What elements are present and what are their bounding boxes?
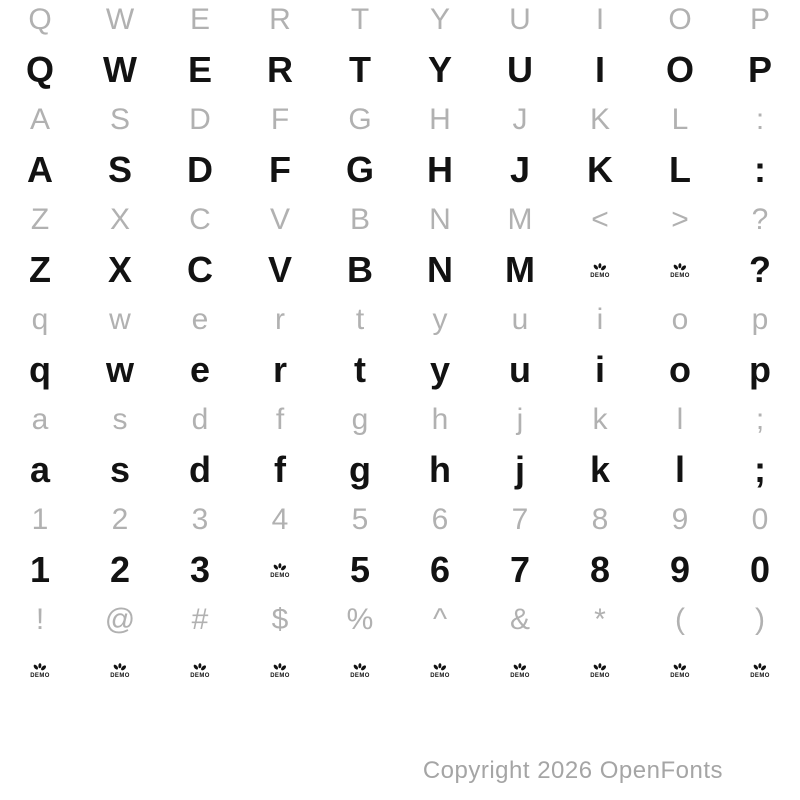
glyph-cell: p — [751, 303, 769, 336]
glyph-cell: k — [592, 403, 608, 436]
glyph-row-gray — [0, 95, 800, 145]
demo-droplets-icon — [271, 562, 288, 573]
glyph-cell: o — [671, 303, 689, 336]
glyph-cell: G — [345, 149, 374, 190]
glyph-cell: : — [755, 103, 765, 136]
demo-droplets-icon — [671, 262, 688, 273]
glyph-cell: l — [676, 403, 684, 436]
glyph-cell: y — [429, 349, 451, 390]
glyph-cell: q — [29, 349, 51, 390]
glyph-cell: V — [269, 203, 290, 236]
demo-glyph-label: DEMO — [670, 672, 690, 679]
glyph-cell: U — [507, 49, 533, 90]
glyph-cell: Y — [427, 49, 452, 90]
glyph-cell: f — [275, 403, 285, 436]
glyph-cell: 5 — [351, 503, 369, 536]
glyph-cell: : — [754, 149, 766, 190]
glyph-row-black — [0, 645, 800, 695]
glyph-cell: a — [31, 403, 49, 436]
demo-droplets-icon — [31, 662, 48, 673]
demo-glyph-cell — [110, 662, 130, 679]
glyph-cell: g — [349, 449, 371, 490]
glyph-cell: U — [509, 3, 531, 36]
glyph-cell: ? — [749, 249, 771, 290]
glyph-cell: ) — [755, 603, 765, 636]
glyph-cell: w — [105, 349, 134, 390]
demo-glyph-cell — [350, 662, 370, 679]
glyph-cell: e — [191, 303, 209, 336]
demo-droplets-icon — [271, 662, 288, 673]
glyph-cell: 0 — [751, 503, 769, 536]
glyph-row-black — [0, 145, 800, 195]
glyph-cell: M — [507, 203, 533, 236]
glyph-row-gray — [0, 595, 800, 645]
demo-glyph-cell — [750, 662, 770, 679]
glyph-cell: r — [272, 349, 287, 390]
glyph-cell: L — [669, 149, 691, 190]
glyph-cell: s — [109, 449, 131, 490]
glyph-row-black — [0, 545, 800, 595]
glyph-cell: 3 — [189, 549, 211, 590]
glyph-cell: H — [429, 103, 451, 136]
glyph-cell: g — [351, 403, 369, 436]
glyph-cell: I — [595, 3, 605, 36]
glyph-cell: & — [509, 603, 530, 636]
glyph-cell: 6 — [431, 503, 449, 536]
glyph-cell: ? — [751, 203, 769, 236]
glyph-cell: 2 — [111, 503, 129, 536]
glyph-cell: t — [355, 303, 365, 336]
glyph-cell: i — [596, 303, 604, 336]
glyph-cell: P — [749, 3, 770, 36]
glyph-cell: K — [587, 149, 613, 190]
glyph-cell: V — [267, 249, 292, 290]
glyph-cell: Z — [29, 249, 51, 290]
glyph-cell: B — [349, 203, 370, 236]
glyph-row-gray — [0, 195, 800, 245]
glyph-cell: 1 — [29, 549, 51, 590]
demo-glyph-label: DEMO — [350, 672, 370, 679]
glyph-cell: j — [514, 449, 525, 490]
glyph-cell: D — [189, 103, 211, 136]
glyph-cell: Z — [30, 203, 50, 236]
demo-droplets-icon — [351, 662, 368, 673]
glyph-cell: 0 — [749, 549, 771, 590]
glyph-cell: i — [594, 349, 605, 390]
demo-glyph-cell — [30, 662, 50, 679]
glyph-cell: M — [505, 249, 535, 290]
glyph-row-gray — [0, 295, 800, 345]
glyph-cell: 7 — [511, 503, 529, 536]
glyph-cell: J — [509, 149, 531, 190]
glyph-cell: F — [270, 103, 290, 136]
demo-glyph-label: DEMO — [270, 572, 290, 579]
glyph-cell: C — [187, 249, 213, 290]
demo-glyph-cell — [670, 662, 690, 679]
copyright-text: Copyright 2026 OpenFonts — [422, 757, 723, 784]
glyph-cell: C — [189, 203, 211, 236]
demo-droplets-icon — [191, 662, 208, 673]
glyph-cell: P — [747, 49, 772, 90]
glyph-cell: $ — [271, 603, 289, 636]
demo-droplets-icon — [591, 662, 608, 673]
demo-glyph-cell — [510, 662, 530, 679]
glyph-cell: w — [109, 303, 131, 336]
glyph-cell: 8 — [591, 503, 609, 536]
demo-droplets-icon — [111, 662, 128, 673]
glyph-cell: 8 — [589, 549, 611, 590]
demo-glyph-label: DEMO — [510, 672, 530, 679]
glyph-cell: 9 — [671, 503, 689, 536]
glyph-cell: Y — [429, 3, 450, 36]
glyph-cell: ; — [754, 449, 766, 490]
glyph-cell: @ — [104, 603, 136, 636]
glyph-cell: ( — [675, 603, 685, 636]
glyph-cell: p — [749, 349, 771, 390]
demo-glyph-label: DEMO — [670, 272, 690, 279]
demo-droplets-icon — [591, 262, 608, 273]
glyph-cell: O — [668, 3, 692, 36]
glyph-cell: L — [671, 103, 689, 136]
glyph-cell: d — [189, 449, 211, 490]
glyph-cell: r — [275, 303, 285, 336]
glyph-cell: I — [594, 49, 605, 90]
demo-glyph-label: DEMO — [430, 672, 450, 679]
glyph-cell: u — [511, 303, 529, 336]
demo-glyph-cell — [670, 262, 690, 279]
glyph-cell: * — [594, 603, 606, 636]
glyph-cell: 5 — [349, 549, 371, 590]
glyph-cell: B — [347, 249, 373, 290]
glyph-cell: S — [109, 103, 130, 136]
glyph-cell: Q — [25, 49, 54, 90]
demo-glyph-cell — [270, 562, 290, 579]
demo-glyph-cell — [590, 662, 610, 679]
glyph-cell: E — [187, 49, 212, 90]
glyph-cell: k — [589, 449, 611, 490]
glyph-cell: ^ — [432, 603, 448, 636]
glyph-row-black — [0, 445, 800, 495]
demo-droplets-icon — [431, 662, 448, 673]
glyph-cell: T — [349, 49, 371, 90]
demo-glyph-cell — [430, 662, 450, 679]
glyph-cell: T — [350, 3, 370, 36]
glyph-cell: a — [29, 449, 51, 490]
demo-droplets-icon — [751, 662, 768, 673]
glyph-cell: R — [267, 49, 293, 90]
glyph-cell: E — [189, 3, 210, 36]
glyph-cell: H — [427, 149, 453, 190]
glyph-cell: % — [346, 603, 374, 636]
glyph-cell: O — [665, 49, 694, 90]
demo-glyph-label: DEMO — [110, 672, 130, 679]
glyph-row-gray — [0, 0, 800, 45]
glyph-cell: j — [516, 403, 524, 436]
glyph-cell: ! — [35, 603, 45, 636]
demo-glyph-label: DEMO — [270, 672, 290, 679]
glyph-cell: y — [432, 303, 448, 336]
glyph-cell: ; — [755, 403, 765, 436]
glyph-cell: X — [109, 203, 130, 236]
glyph-cell: 3 — [191, 503, 209, 536]
glyph-cell: 6 — [429, 549, 451, 590]
glyph-cell: A — [27, 149, 53, 190]
glyph-cell: R — [269, 3, 291, 36]
glyph-cell: J — [512, 103, 528, 136]
glyph-row-black — [0, 245, 800, 295]
glyph-cell: f — [274, 449, 286, 490]
glyph-cell: # — [191, 603, 209, 636]
glyph-cell: D — [187, 149, 213, 190]
demo-glyph-cell — [590, 262, 610, 279]
glyph-cell: h — [431, 403, 449, 436]
glyph-row-black — [0, 345, 800, 395]
glyph-cell: W — [103, 49, 137, 90]
glyph-cell: G — [348, 103, 372, 136]
demo-glyph-label: DEMO — [750, 672, 770, 679]
glyph-cell: Q — [28, 3, 52, 36]
glyph-cell: N — [427, 249, 453, 290]
glyph-cell: o — [669, 349, 691, 390]
glyph-cell: s — [112, 403, 128, 436]
glyph-cell: W — [105, 3, 135, 36]
glyph-cell: < — [591, 203, 609, 236]
glyph-cell: S — [107, 149, 132, 190]
demo-glyph-label: DEMO — [190, 672, 210, 679]
glyph-cell: d — [191, 403, 209, 436]
glyph-cell: K — [589, 103, 610, 136]
glyph-cell: 7 — [509, 549, 531, 590]
glyph-cell: q — [31, 303, 49, 336]
demo-glyph-label: DEMO — [590, 272, 610, 279]
glyph-cell: X — [107, 249, 132, 290]
glyph-cell: t — [354, 349, 366, 390]
demo-glyph-label: DEMO — [30, 672, 50, 679]
glyph-cell: 4 — [271, 503, 289, 536]
glyph-cell: l — [674, 449, 685, 490]
glyph-cell: 1 — [31, 503, 49, 536]
demo-droplets-icon — [671, 662, 688, 673]
demo-droplets-icon — [511, 662, 528, 673]
glyph-row-gray — [0, 495, 800, 545]
glyph-row-black — [0, 45, 800, 95]
glyph-cell: A — [29, 103, 50, 136]
glyph-cell: e — [189, 349, 211, 390]
demo-glyph-label: DEMO — [590, 672, 610, 679]
glyph-cell: u — [509, 349, 531, 390]
glyph-cell: F — [269, 149, 291, 190]
glyph-cell: 2 — [109, 549, 131, 590]
demo-glyph-cell — [270, 662, 290, 679]
glyph-cell: 9 — [669, 549, 691, 590]
glyph-row-gray — [0, 395, 800, 445]
glyph-cell: h — [429, 449, 451, 490]
glyph-cell: > — [671, 203, 689, 236]
glyph-cell: N — [429, 203, 451, 236]
demo-glyph-cell — [190, 662, 210, 679]
